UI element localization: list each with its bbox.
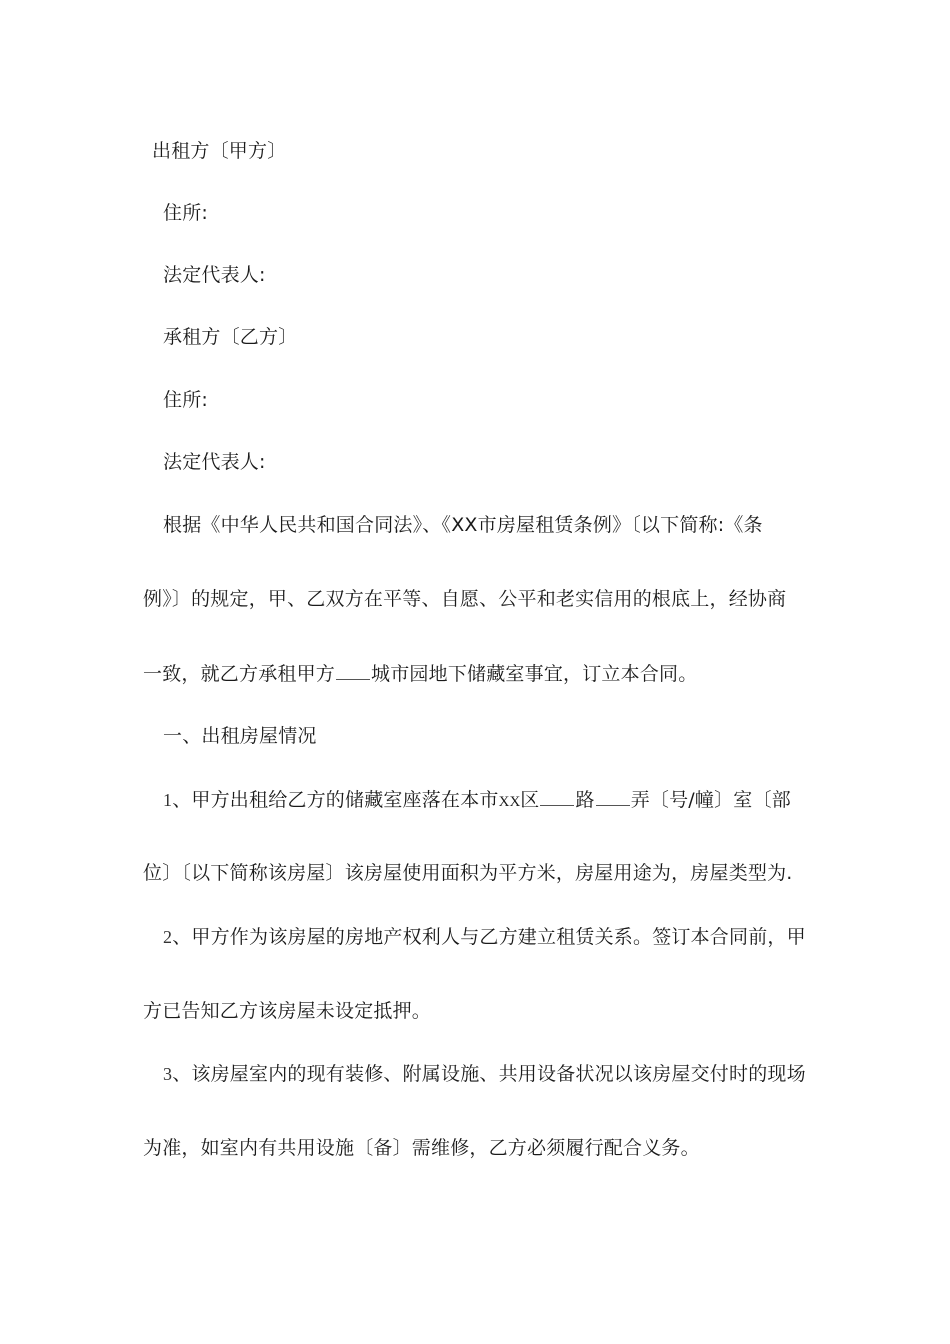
section-heading: 一、出租房屋情况 xyxy=(163,725,317,747)
clause-3-line-1 xyxy=(163,1062,806,1086)
clause-number: 3 xyxy=(163,1064,173,1084)
clause-text: 区 xyxy=(520,789,540,811)
lessor-representative-label: 法定代表人: xyxy=(163,264,266,286)
clause-2-line-1 xyxy=(163,925,806,949)
lessor-address-label: 住所: xyxy=(163,202,209,224)
blank-field xyxy=(596,787,630,806)
blank-field xyxy=(336,661,370,680)
lessee-representative-label: 法定代表人: xyxy=(163,451,266,473)
preamble-text-a: 一致，就乙方承租甲方 xyxy=(143,663,336,685)
lessee-address-label: 住所: xyxy=(163,389,209,411)
clause-1-line-2: 位〕〔以下简称该房屋〕该房屋使用面积为平方米，房屋用途为，房屋类型为. xyxy=(143,862,793,884)
preamble-line-3 xyxy=(143,661,697,686)
preamble-line-1: 根据《中华人民共和国合同法》、《XX市房屋租赁条例》〔以下简称:《条 xyxy=(163,514,763,536)
preamble-text-b: 城市园地下储藏室事宜，订立本合同。 xyxy=(371,663,698,685)
clause-text: 、甲方出租给乙方的储藏室座落在本市 xyxy=(172,789,499,811)
clause-text: 路 xyxy=(575,789,595,811)
blank-field xyxy=(540,787,574,806)
clause-2-line-2: 方已告知乙方该房屋未设定抵押。 xyxy=(143,1000,432,1022)
lessor-label: 出租方〔甲方〕 xyxy=(152,140,287,162)
clause-text: 弄〔号/幢〕室〔部 xyxy=(630,789,791,811)
clause-number: 1 xyxy=(163,790,173,810)
clause-text: 、甲方作为该房屋的房地产权利人与乙方建立租赁关系。签订本合同前，甲 xyxy=(172,926,806,948)
clause-3-line-2: 为准，如室内有共用设施〔备〕需维修，乙方必须履行配合义务。 xyxy=(143,1137,700,1159)
preamble-line-2: 例》〕的规定，甲、乙双方在平等、自愿、公平和老实信用的根底上，经协商 xyxy=(143,588,787,610)
district-placeholder: XX xyxy=(498,794,521,810)
clause-text: 、该房屋室内的现有装修、附属设施、共用设备状况以该房屋交付时的现场 xyxy=(172,1063,806,1085)
lessee-label: 承租方〔乙方〕 xyxy=(163,326,298,348)
clause-1-line-1 xyxy=(163,787,791,814)
clause-number: 2 xyxy=(163,927,173,947)
